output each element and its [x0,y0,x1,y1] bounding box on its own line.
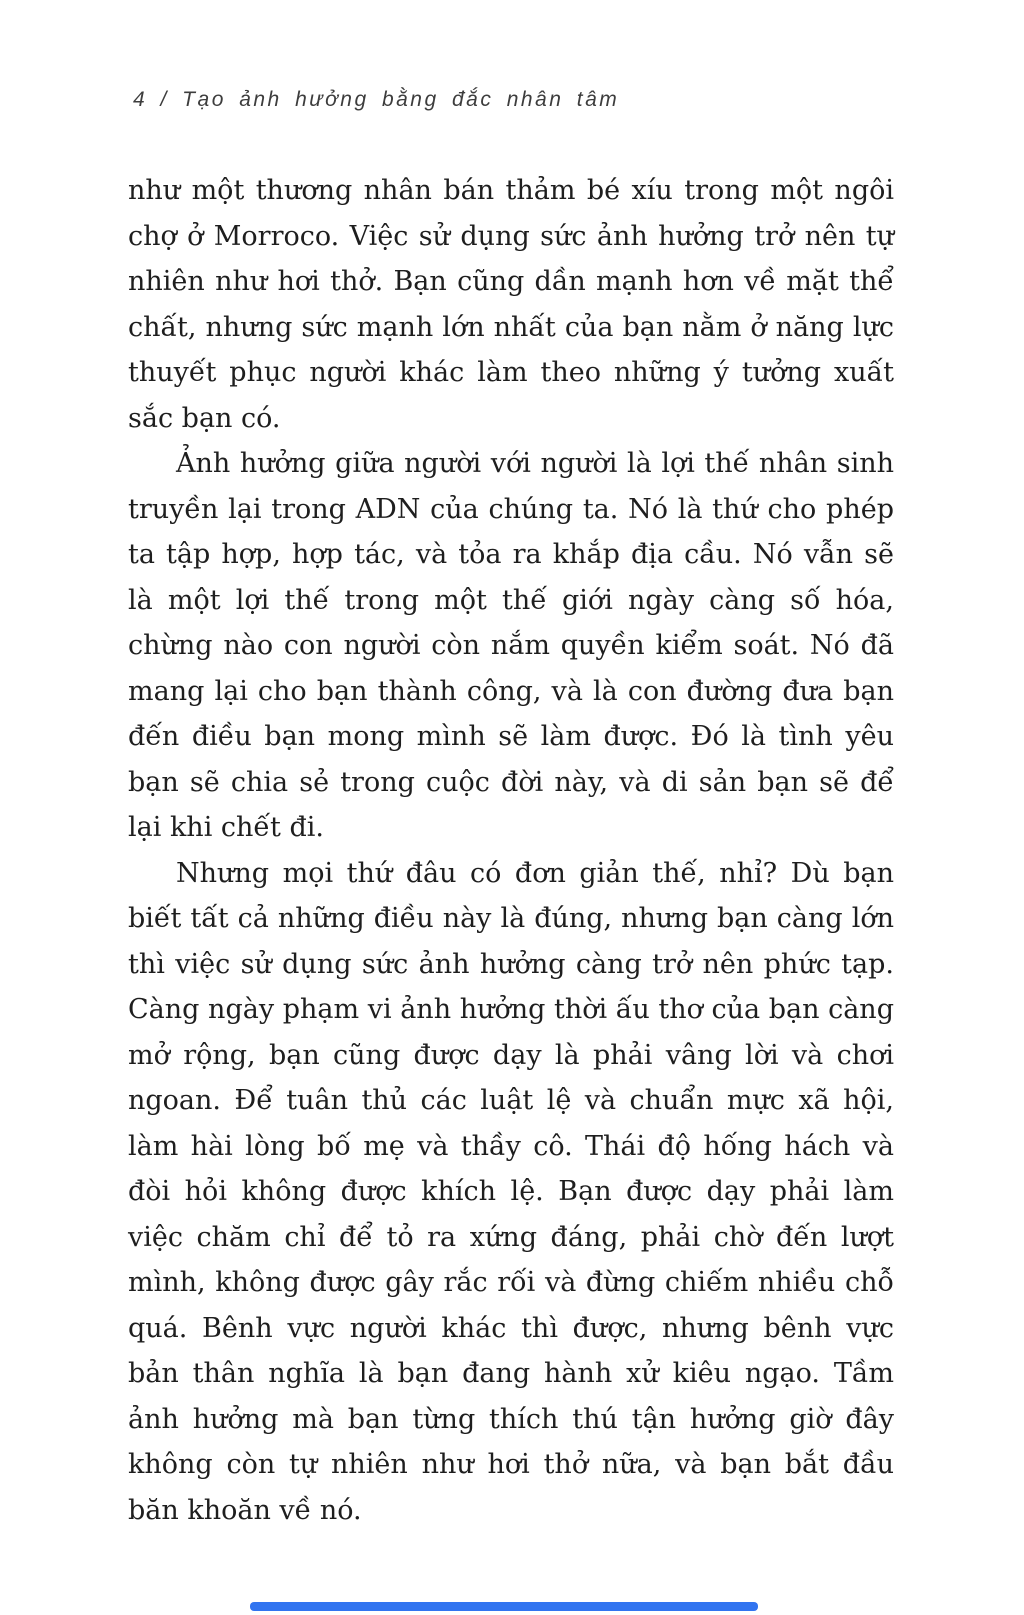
body-text [128,168,894,1533]
body-paragraph: Nhưng mọi thứ đâu có đơn giản thế, nhỉ? Dù bạn biết tất cả những điều này là đúng, nhưng bạn càng lớn thì việc sử dụng sức ảnh hưởng càng trở nên phức tạp. Càng ngày phạm vi ảnh hưởng thời ấu thơ của bạn càng mở rộng, bạn cũng được dạy là phải vâng lời và chơi ngoan. Để tuân thủ các luật lệ và chuẩn mực xã hội, làm hài lòng bố mẹ và thầy cô. Thái độ hống hách và đòi hỏi không được khích lệ. Bạn được dạy phải làm việc chăm chỉ để tỏ ra xứng đáng, phải chờ đến lượt mình, không được gây rắc rối và đừng chiếm nhiều chỗ quá. Bênh vực người khác thì được, nhưng bênh vực bản thân nghĩa là bạn đang hành xử kiêu ngạo. Tầm ảnh hưởng mà bạn từng thích thú tận hưởng giờ đây không còn tự nhiên như hơi thở nữa, và bạn bắt đầu băn khoăn về nó. [128,857,894,1526]
reading-progress-bar[interactable] [250,1602,758,1611]
body-paragraph: Ảnh hưởng giữa người với người là lợi thế nhân sinh truyền lại trong ADN của chúng ta. Nó là thứ cho phép ta tập hợp, hợp tác, và tỏa ra khắp địa cầu. Nó vẫn sẽ là một lợi thế trong một thế giới ngày càng số hóa, chừng nào con người còn nắm quyền kiểm soát. Nó đã mang lại cho bạn thành công, và là con đường đưa bạn đến điều bạn mong mình sẽ làm được. Đó là tình yêu bạn sẽ chia sẻ trong cuộc đời này, và di sản bạn sẽ để lại khi chết đi. [128,448,894,843]
body-paragraph: như một thương nhân bán thảm bé xíu trong một ngôi chợ ở Morroco. Việc sử dụng sức ảnh hưởng trở nên tự nhiên như hơi thở. Bạn cũng dần mạnh hơn về mặt thể chất, nhưng sức mạnh lớn nhất của bạn nằm ở năng lực thuyết phục người khác làm theo những ý tưởng xuất sắc bạn có. [128,175,894,434]
page-header: 4 / Tạo ảnh hưởng bằng đắc nhân tâm [133,88,620,111]
